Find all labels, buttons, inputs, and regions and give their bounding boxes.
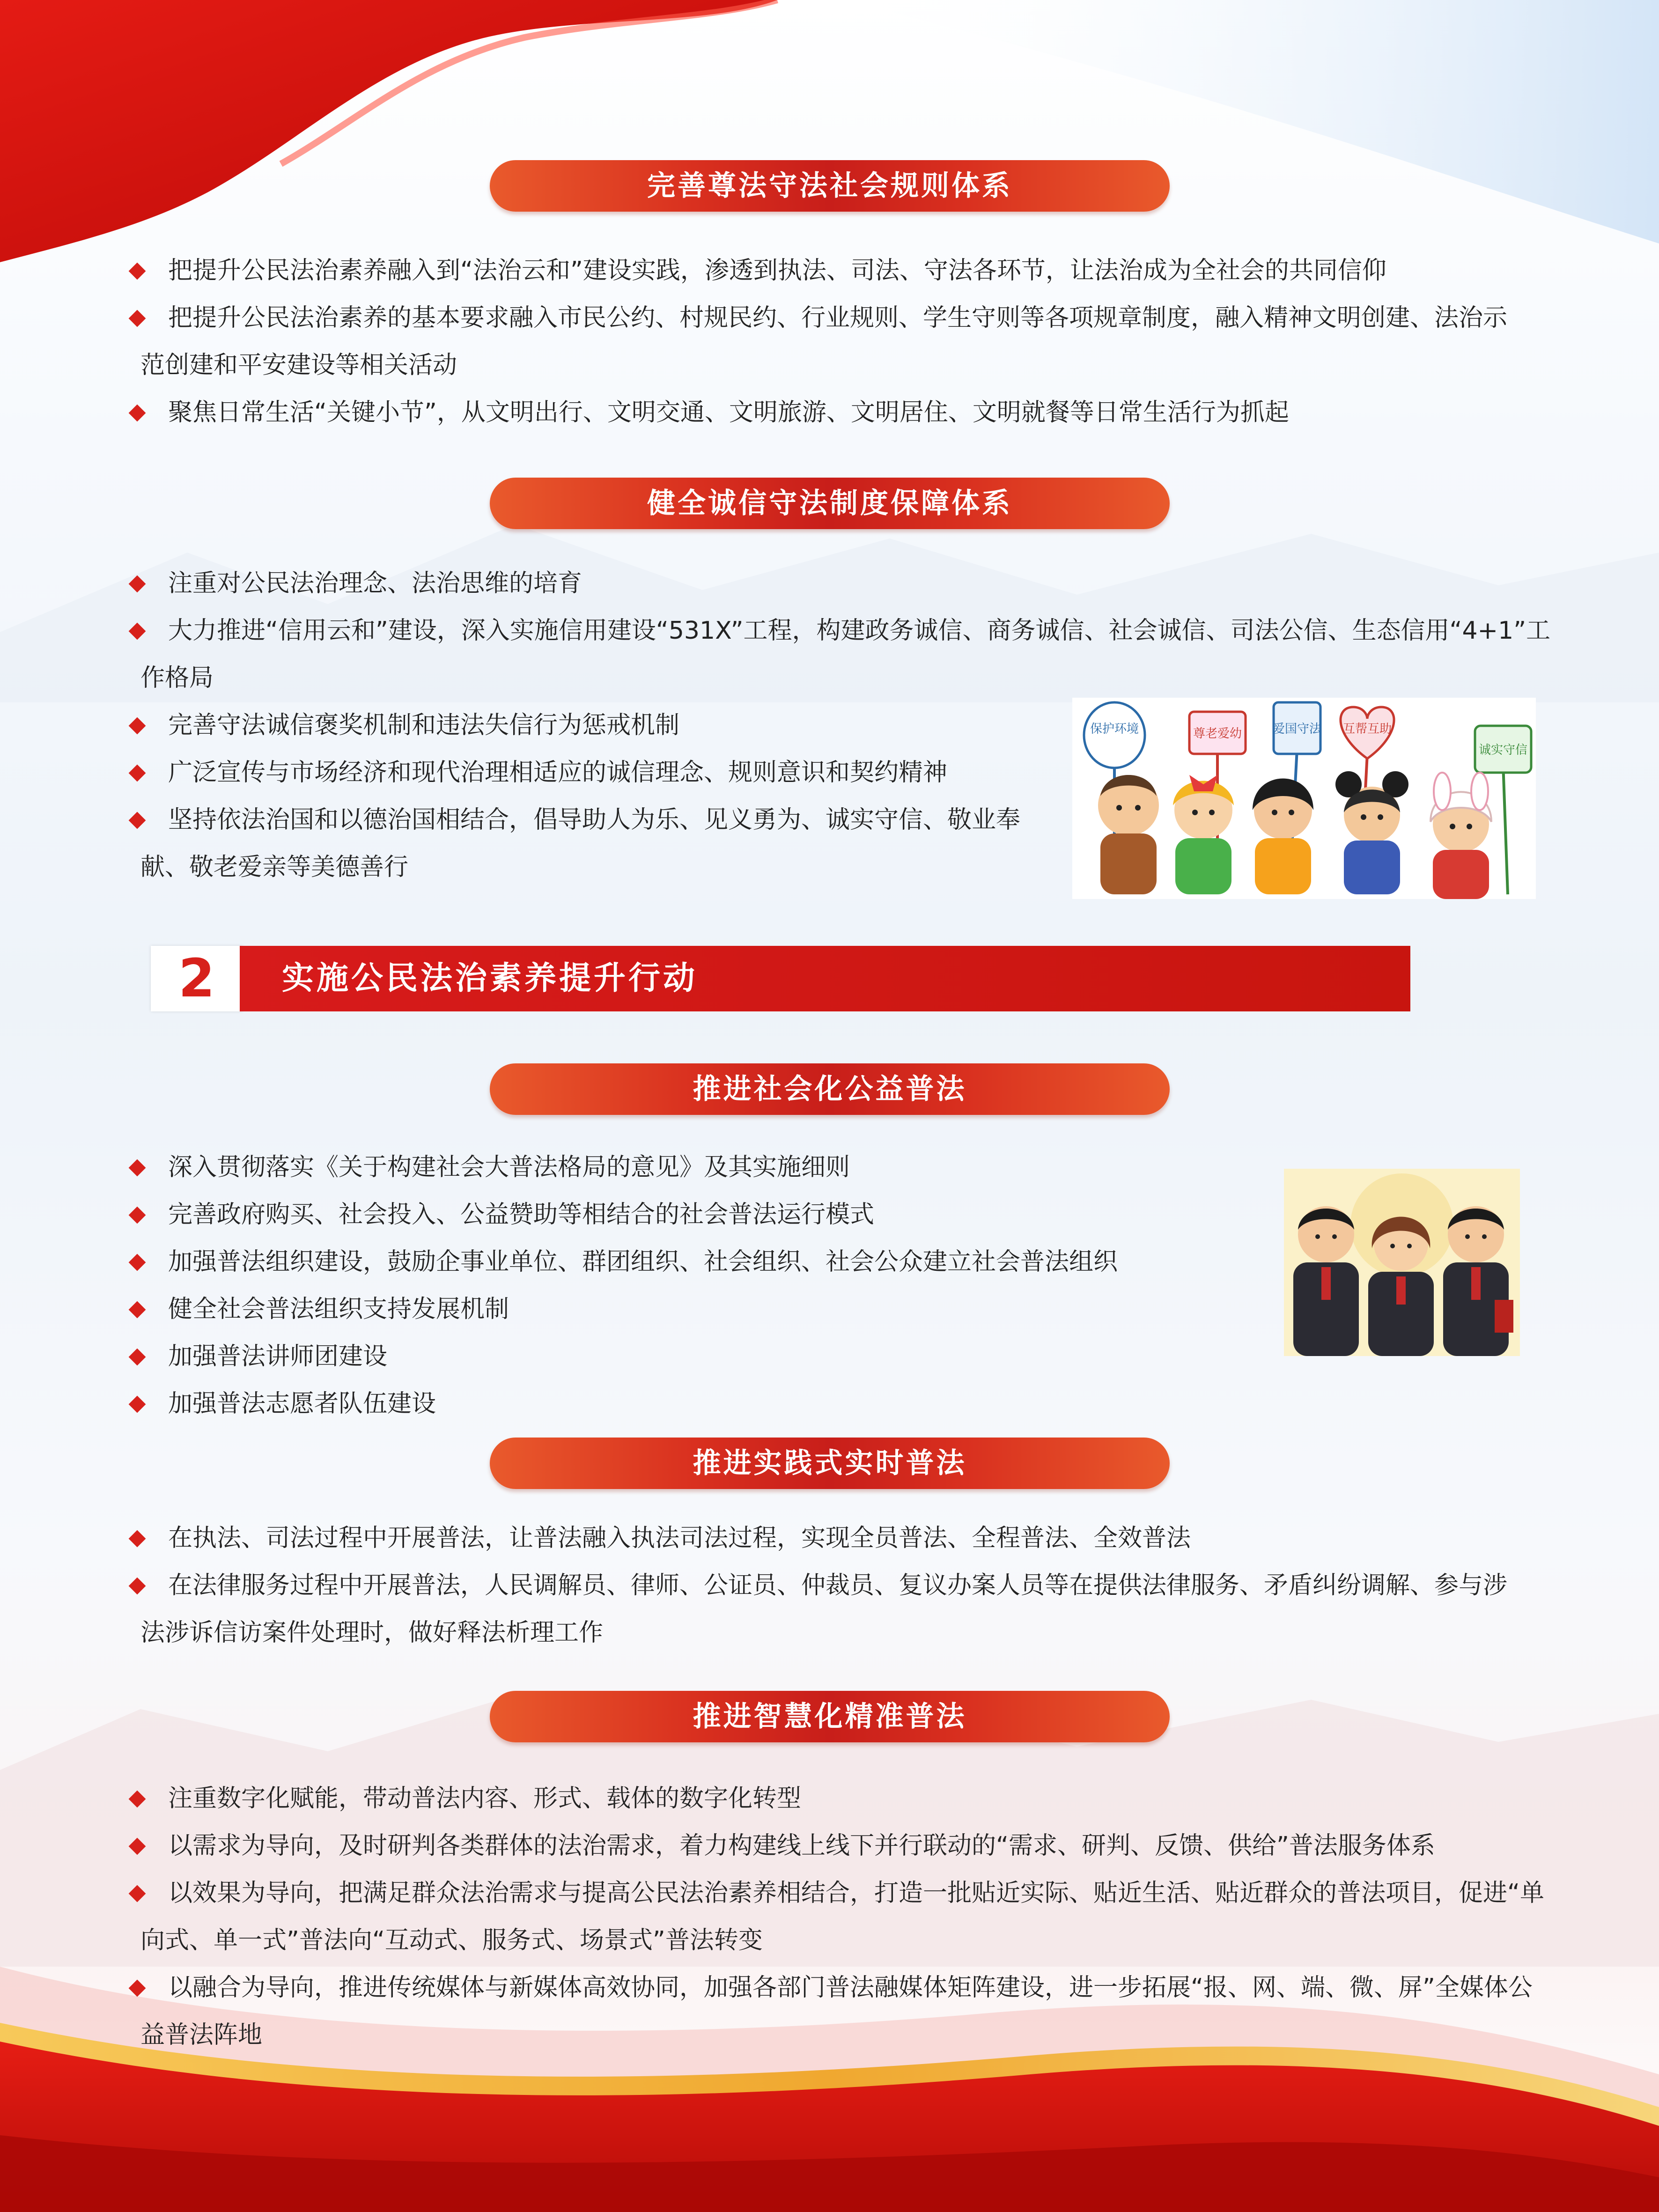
list-item: 坚持依法治国和以德治国相结合，倡导助人为乐、见义勇为、诚实守信、敬业奉献、敬老爱亲等美德善行 [126, 796, 1063, 891]
section-number-box [151, 946, 243, 1011]
list-item: 以需求为导向，及时研判各类群体的法治需求，着力构建线上线下并行联动的“需求、研判、反馈、供给”普法服务体系 [126, 1822, 1555, 1870]
section-number: 2 [178, 948, 215, 1009]
list-item: 把提升公民法治素养的基本要求融入市民公约、村规民约、行业规则、学生守则等各项规章制度，融入精神文明创建、法治示范创建和平安建设等相关活动 [126, 295, 1526, 389]
rule-system-list [126, 247, 1526, 436]
section-title-smart-law: 推进智慧化精准普法 [490, 1691, 1170, 1742]
list-item: 以融合为导向，推进传统媒体与新媒体高效协同，加强各部门普法融媒体矩阵建设，进一步拓展“报、网、端、微、屏”全媒体公益普法阵地 [126, 1964, 1555, 2059]
section-2-title: 实施公民法治素养提升行动 [282, 960, 698, 997]
sign-text: 爱国守法 [1272, 722, 1322, 736]
list-item: 在法律服务过程中开展普法，人民调解员、律师、公证员、仲裁员、复议办案人员等在提供法律服务、矛盾纠纷调解、参与涉法涉诉信访案件处理时，做好释法析理工作 [126, 1562, 1526, 1657]
section-title-credit-system: 健全诚信守法制度保障体系 [490, 478, 1170, 529]
section-2-banner [151, 946, 1410, 1011]
section-title-practice-law: 推进实践式实时普法 [490, 1438, 1170, 1489]
list-item: 加强普法组织建设，鼓励企事业单位、群团组织、社会组织、社会公众建立社会普法组织 [126, 1239, 1391, 1286]
list-item: 注重数字化赋能，带动普法内容、形式、载体的数字化转型 [126, 1775, 1555, 1822]
sign-text: 互帮互助 [1342, 722, 1392, 736]
section-title-social-law: 推进社会化公益普法 [490, 1063, 1170, 1115]
section-title-rule-system: 完善尊法守法社会规则体系 [490, 160, 1170, 212]
list-item: 健全社会普法组织支持发展机制 [126, 1286, 1391, 1333]
list-item: 大力推进“信用云和”建设，深入实施信用建设“531X”工程，构建政务诚信、商务诚信、社会诚信、司法公信、生态信用“4+1”工作格局 [126, 607, 1555, 702]
smart-law-list [126, 1775, 1555, 2059]
sign-text: 诚实守信 [1478, 743, 1528, 757]
practice-law-list [126, 1515, 1526, 1657]
credit-system-list-top [126, 560, 1555, 702]
judges-illustration [1284, 1169, 1520, 1356]
sign-text: 保护环境 [1090, 722, 1139, 736]
list-item: 加强普法讲师团建设 [126, 1333, 1391, 1380]
list-item: 注重对公民法治理念、法治思维的培育 [126, 560, 1555, 607]
list-item: 完善政府购买、社会投入、公益赞助等相结合的社会普法运行模式 [126, 1191, 1391, 1239]
sign-text: 尊老爱幼 [1193, 727, 1242, 741]
list-item: 在执法、司法过程中开展普法，让普法融入执法司法过程，实现全员普法、全程普法、全效普法 [126, 1515, 1526, 1562]
list-item: 深入贯彻落实《关于构建社会大普法格局的意见》及其实施细则 [126, 1144, 1391, 1191]
kids-with-signs-illustration [1072, 698, 1536, 899]
credit-system-list-bottom [126, 702, 1063, 891]
social-law-list [126, 1144, 1391, 1428]
list-item: 把提升公民法治素养融入到“法治云和”建设实践，渗透到执法、司法、守法各环节，让法治成为全社会的共同信仰 [126, 247, 1526, 295]
list-item: 广泛宣传与市场经济和现代治理相适应的诚信理念、规则意识和契约精神 [126, 749, 1063, 796]
list-item: 以效果为导向，把满足群众法治需求与提高公民法治素养相结合，打造一批贴近实际、贴近生活、贴近群众的普法项目，促进“单向式、单一式”普法向“互动式、服务式、场景式”普法转变 [126, 1870, 1555, 1964]
list-item: 完善守法诚信褒奖机制和违法失信行为惩戒机制 [126, 702, 1063, 749]
list-item: 聚焦日常生活“关键小节”，从文明出行、文明交通、文明旅游、文明居住、文明就餐等日常生活行为抓起 [126, 389, 1526, 436]
list-item: 加强普法志愿者队伍建设 [126, 1380, 1391, 1428]
